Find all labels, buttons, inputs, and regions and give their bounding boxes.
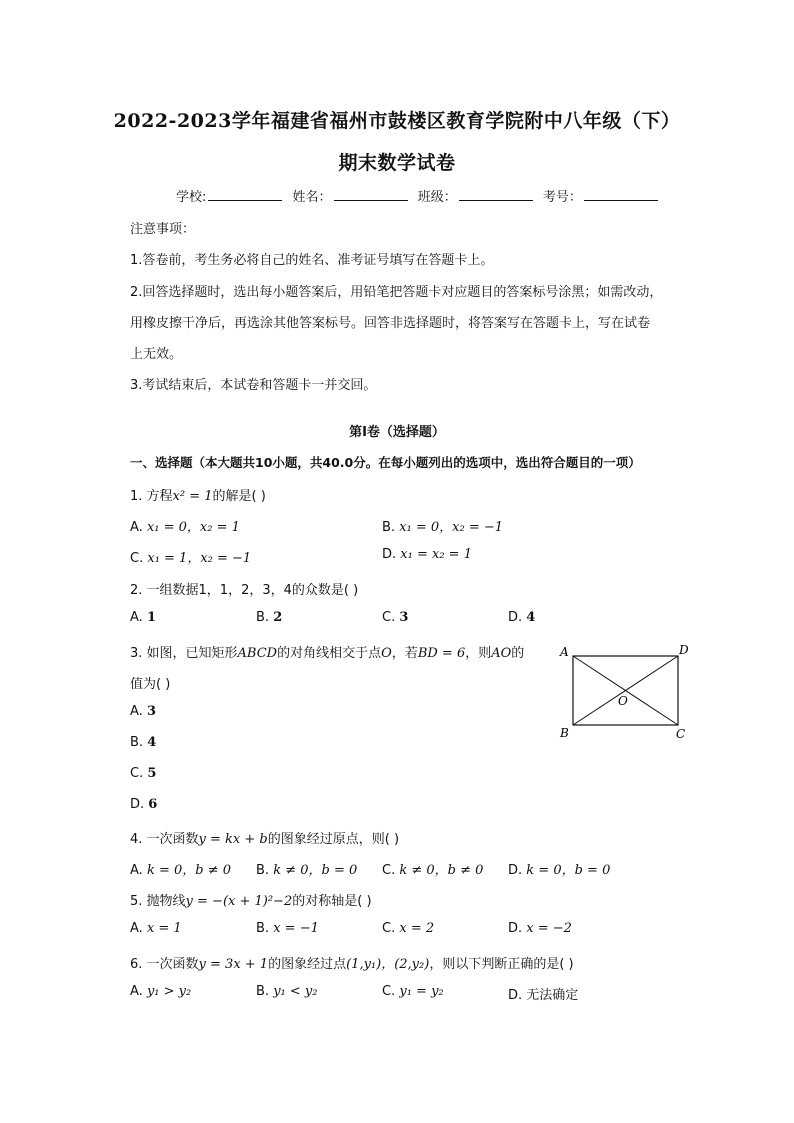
q3-option-d-text: 6 [148, 797, 158, 812]
q4-option-c-label: C. [382, 863, 396, 878]
q6-option-b-text: y₁ < y₂ [273, 984, 318, 999]
q3-option-a-text: 3 [146, 704, 156, 719]
q4-stem-b: 的图象经过原点，则( ) [267, 832, 400, 847]
q4-equation: y = kx + b [198, 832, 268, 847]
q3-option-b-text: 4 [147, 735, 157, 750]
section-title: 第Ⅰ卷（选择题） [349, 425, 445, 440]
name-blank [334, 188, 408, 201]
q2-option-c[interactable] [382, 610, 408, 625]
q2-option-a-text: 1 [146, 610, 156, 625]
question-5-stem [130, 890, 372, 909]
q1-option-d[interactable] [382, 547, 472, 562]
q4-option-d[interactable] [508, 859, 610, 878]
q2-option-d-label: D. [508, 610, 523, 625]
q2-option-b[interactable] [256, 610, 282, 625]
center-label-o: O [618, 694, 628, 708]
question-2-stem: 2. 一组数据1，1，2，3，4的众数是( ) [130, 583, 359, 598]
q6-stem-b: 的图象经过点 [268, 957, 347, 972]
q6-stem-c: ，则以下判断正确的是( ) [429, 957, 574, 972]
q2-option-b-label: B. [256, 610, 270, 625]
q4-option-b-label: B. [256, 863, 270, 878]
q3-option-a[interactable] [130, 704, 156, 719]
q6-points: (1,y₁)，(2,y₂) [346, 957, 430, 972]
q1-equation: x² = 1 [172, 489, 213, 504]
notice-item-2a: 2.回答选择题时，选出每小题答案后，用铅笔把答题卡对应题目的答案标号涂黑；如需改动， [130, 285, 663, 300]
q4-option-b[interactable] [256, 859, 357, 878]
q6-option-d-label: D. [508, 988, 523, 1003]
q1-option-d-text: x₁ = x₂ = 1 [400, 547, 472, 562]
notice-heading: 注意事项： [130, 222, 196, 237]
q1-option-b-label: B. [382, 520, 396, 535]
school-label: 学校: [176, 190, 207, 205]
q1-option-c-text: x₁ = 1，x₂ = −1 [147, 551, 252, 566]
q5-equation: y = −(x + 1)²−2 [185, 894, 293, 909]
q1-stem-a: 1. 方程 [130, 489, 173, 504]
question-1-stem [130, 485, 266, 504]
vertex-label-c: C [676, 727, 686, 741]
q4-option-c-text: k ≠ 0，b ≠ 0 [399, 863, 484, 878]
q6-stem-a: 6. 一次函数 [130, 957, 199, 972]
q4-option-d-label: D. [508, 863, 523, 878]
q5-option-c-text: x = 2 [399, 921, 435, 936]
q5-option-a-label: A. [130, 921, 143, 936]
q3-stem-a: 3. 如图，已知矩形 [130, 646, 238, 661]
q4-option-c[interactable] [382, 859, 483, 878]
school-blank [208, 188, 282, 201]
part-heading [130, 453, 641, 471]
q4-stem-a: 4. 一次函数 [130, 832, 199, 847]
q5-option-a-text: x = 1 [146, 921, 182, 936]
part-heading-text: 一、选择题（本大题共10小题，共40.0分。在每小题列出的选项中，选出符合题目的一项） [130, 455, 641, 470]
q4-option-a-label: A. [130, 863, 143, 878]
q5-option-a[interactable] [130, 921, 182, 936]
question-3-stem [130, 642, 524, 661]
student-info-row [176, 186, 664, 205]
q2-option-a[interactable] [130, 610, 156, 625]
q1-option-c[interactable] [130, 547, 251, 566]
name-label: 姓名： [292, 190, 332, 205]
q1-option-b[interactable] [382, 516, 503, 535]
q3-option-d[interactable] [130, 797, 157, 812]
exam-number-label: 考号： [542, 190, 582, 205]
q3-stem-d: ，则 [465, 646, 492, 661]
q3-option-c-text: 5 [147, 766, 157, 781]
q6-option-d[interactable] [508, 984, 578, 1003]
q5-option-d-label: D. [508, 921, 523, 936]
q3-option-d-label: D. [130, 797, 145, 812]
vertex-label-a: A [560, 645, 569, 659]
q3-point-o: O [381, 646, 392, 661]
q3-rectangle-figure [555, 640, 695, 744]
exam-number-blank [584, 188, 658, 201]
q4-option-b-text: k ≠ 0，b = 0 [273, 863, 358, 878]
question-6-stem [130, 953, 574, 972]
q5-stem-b: 的对称轴是( ) [292, 894, 372, 909]
q3-option-c-label: C. [130, 766, 144, 781]
q1-option-a[interactable] [130, 516, 240, 535]
q6-option-b-label: B. [256, 984, 270, 999]
q5-option-c[interactable] [382, 921, 434, 936]
q1-option-a-label: A. [130, 520, 143, 535]
notice-item-1: 1.答卷前，考生务必将自己的姓名、准考证号填写在答题卡上。 [130, 253, 494, 268]
q4-option-a[interactable] [130, 859, 231, 878]
q5-option-c-label: C. [382, 921, 396, 936]
q6-option-c[interactable] [382, 984, 444, 999]
q4-option-d-text: k = 0，b = 0 [526, 863, 611, 878]
q3-stem-e: 的 [511, 646, 525, 661]
q5-option-b-text: x = −1 [273, 921, 319, 936]
q3-stem-c: ，若 [391, 646, 418, 661]
q3-bd-value: BD = 6 [417, 646, 466, 661]
q1-option-b-text: x₁ = 0，x₂ = −1 [399, 520, 504, 535]
q3-ao: AO [491, 646, 512, 661]
q1-stem-b: 的解是( ) [212, 489, 266, 504]
q6-option-b[interactable] [256, 984, 317, 999]
q5-option-d[interactable] [508, 921, 572, 936]
q2-option-c-text: 3 [399, 610, 409, 625]
notice-item-3: 3.考试结束后，本试卷和答题卡一并交回。 [130, 378, 377, 393]
q1-option-d-label: D. [382, 547, 397, 562]
notice-item-2b: 用橡皮擦干净后，再选涂其他答案标号。回答非选择题时，将答案写在答题卡上，写在试卷 [130, 316, 651, 331]
q3-option-b[interactable] [130, 735, 156, 750]
q3-option-b-label: B. [130, 735, 144, 750]
page-title-line1: 2022-2023学年福建省福州市鼓楼区教育学院附中八年级（下） [113, 110, 681, 132]
q1-option-c-label: C. [130, 551, 144, 566]
q3-rect-name: ABCD [237, 646, 278, 661]
q2-option-d[interactable] [508, 610, 535, 625]
vertex-label-b: B [560, 726, 569, 740]
q6-option-c-label: C. [382, 984, 396, 999]
class-label: 班级： [417, 190, 457, 205]
q6-option-a-text: y₁ > y₂ [146, 984, 192, 999]
q5-option-d-text: x = −2 [526, 921, 572, 936]
q6-option-d-text: 无法确定 [526, 988, 579, 1003]
question-3-stem-line2: 值为( ) [130, 677, 171, 692]
class-blank [459, 188, 533, 201]
q6-option-a[interactable] [130, 984, 191, 999]
q5-stem-a: 5. 抛物线 [130, 894, 186, 909]
q5-option-b-label: B. [256, 921, 270, 936]
q2-option-b-text: 2 [273, 610, 283, 625]
q4-option-a-text: k = 0，b ≠ 0 [146, 863, 231, 878]
q3-option-a-label: A. [130, 704, 143, 719]
q6-option-c-text: y₁ = y₂ [399, 984, 444, 999]
q1-option-a-text: x₁ = 0，x₂ = 1 [146, 520, 240, 535]
q5-option-b[interactable] [256, 921, 319, 936]
q2-option-a-label: A. [130, 610, 143, 625]
vertex-label-d: D [679, 643, 689, 657]
q6-equation: y = 3x + 1 [198, 957, 269, 972]
notice-item-2c: 上无效。 [130, 347, 183, 362]
q3-option-c[interactable] [130, 766, 156, 781]
question-4-stem [130, 828, 399, 847]
page-title-line2: 期末数学试卷 [338, 152, 456, 174]
q3-stem-b: 的对角线相交于点 [277, 646, 382, 661]
q2-option-d-text: 4 [526, 610, 536, 625]
q2-option-c-label: C. [382, 610, 396, 625]
q6-option-a-label: A. [130, 984, 143, 999]
